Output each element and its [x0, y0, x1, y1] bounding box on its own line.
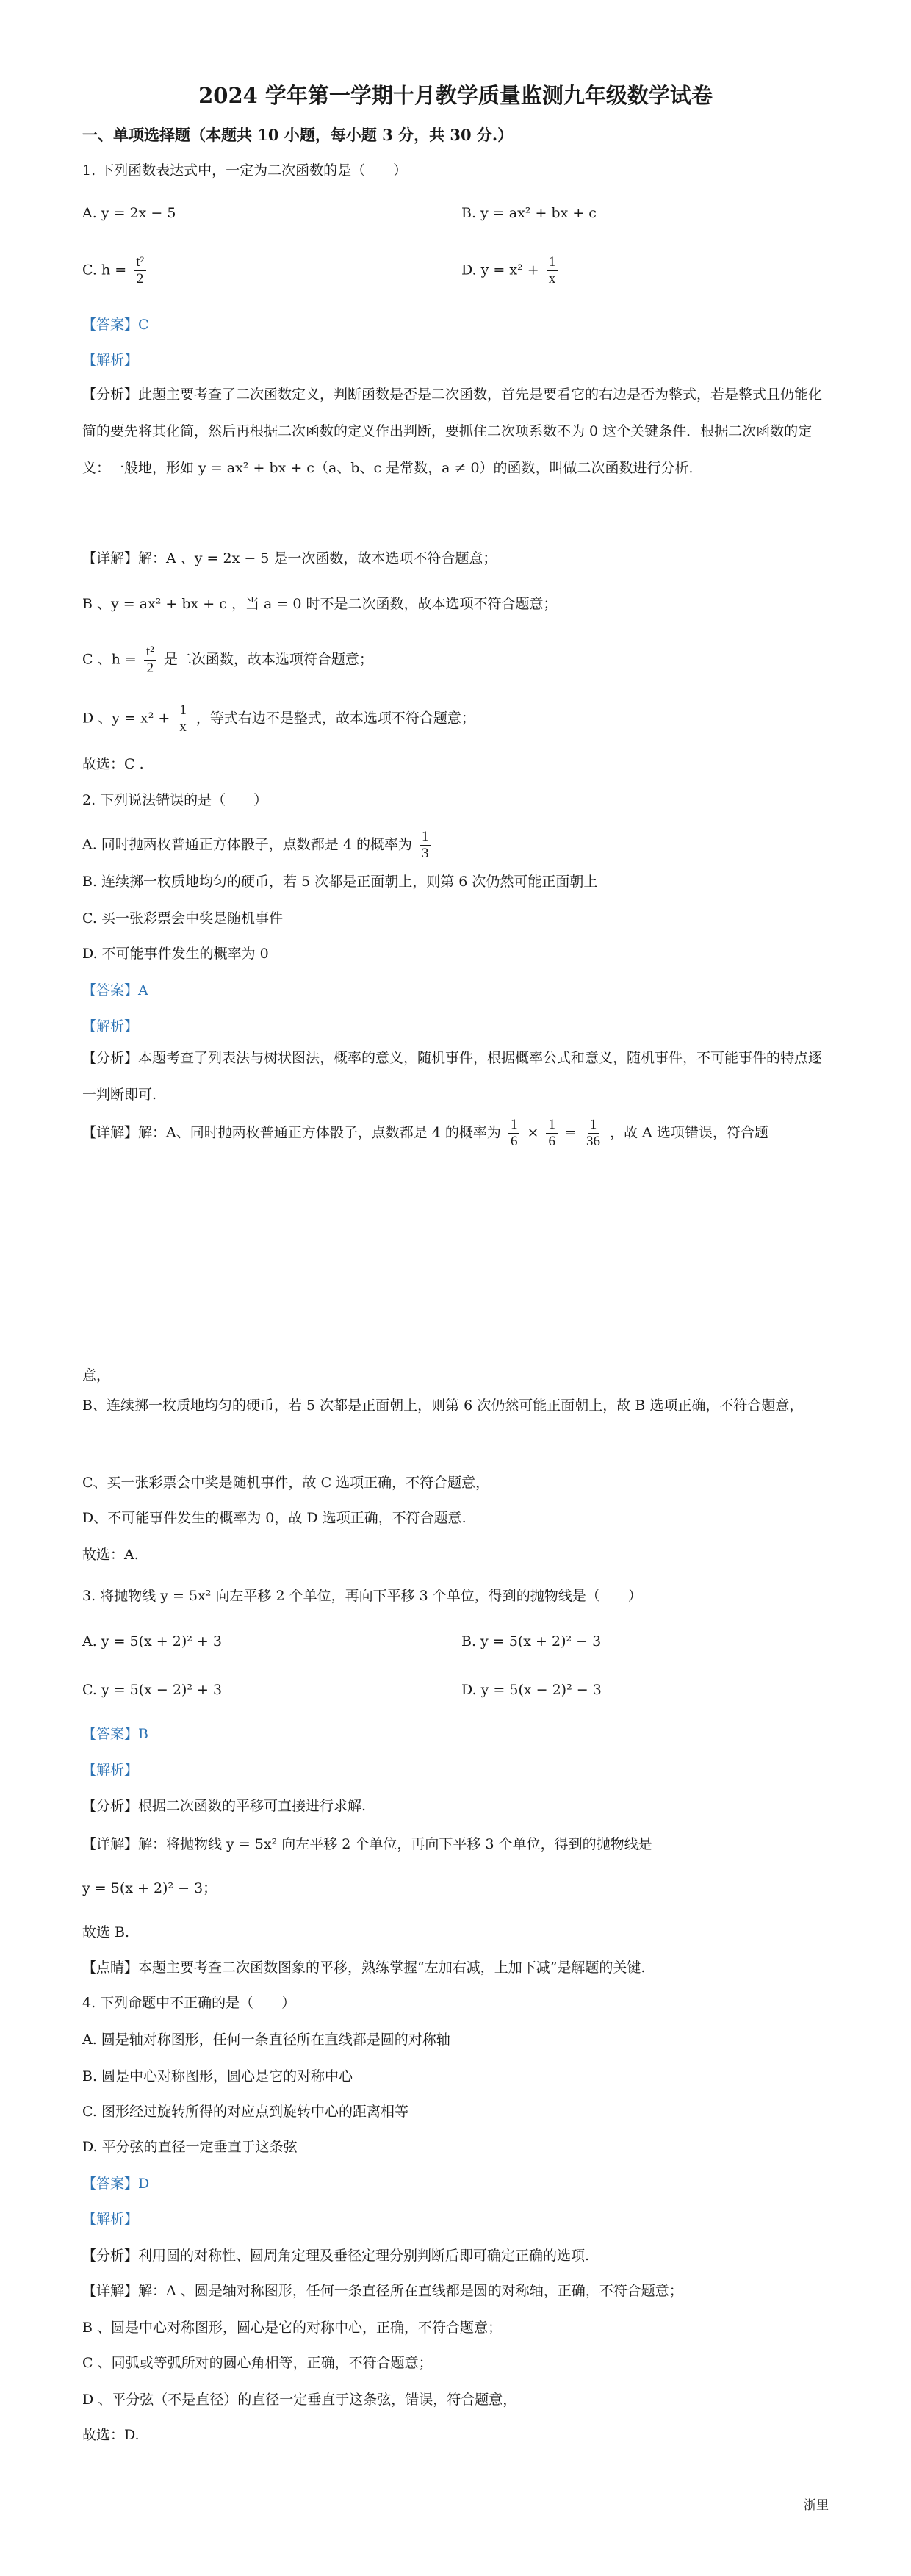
q1-detail-d-post: ，等式右边不是整式，故本选项不符合题意； — [195, 710, 475, 727]
q3-option-a: A. y = 5(x + 2)² + 3 — [82, 1633, 222, 1649]
times-sign: × — [527, 1124, 539, 1141]
q4-option-c: C. 图形经过旋转所得的对应点到旋转中心的距离相等 — [82, 2104, 408, 2120]
fraction — [546, 1117, 558, 1150]
q3-analysis: 【分析】根据二次函数的平移可直接进行求解. — [82, 1798, 367, 1814]
q2-detail-c: C、买一张彩票会中奖是随机事件，故 C 选项正确，不符合题意， — [82, 1475, 490, 1491]
q1-option-c-label: C. h = — [82, 262, 127, 278]
q2-option-d: D. 不可能事件发生的概率为 0 — [82, 946, 269, 962]
q3-stem: 3. 将抛物线 y = 5x² 向左平移 2 个单位，再向下平移 3 个单位，得到的抛物线是（ ） — [82, 1588, 642, 1604]
q2-analysis-tag: 【解析】 — [82, 1018, 139, 1035]
q2-detail-d: D、不可能事件发生的概率为 0，故 D 选项正确，不符合题意. — [82, 1510, 467, 1526]
q3-analysis-tag: 【解析】 — [82, 1762, 139, 1778]
fraction — [177, 702, 189, 735]
section-heading: 一、单项选择题（本题共 10 小题，每小题 3 分，共 30 分.） — [82, 126, 514, 144]
q1-detail-d — [82, 702, 475, 735]
fraction-numerator: 1 — [420, 829, 431, 846]
q1-detail-c — [82, 644, 373, 677]
fraction — [144, 644, 156, 677]
q1-detail-b: B 、y = ax² + bx + c ，当 a = 0 时不是二次函数，故本选项不符合题意； — [82, 596, 558, 612]
page-title: 2024 学年第一学期十月教学质量监测九年级数学试卷 — [198, 83, 713, 108]
q2-answer: 【答案】A — [82, 982, 148, 999]
q4-stem: 4. 下列命题中不正确的是（ ） — [82, 1995, 296, 2011]
q4-detail-c: C 、同弧或等弧所对的圆心角相等，正确，不符合题意； — [82, 2355, 433, 2371]
q3-detail: 【详解】解：将抛物线 y = 5x² 向左平移 2 个单位，再向下平移 3 个单位，得到的抛物线是 — [82, 1836, 652, 1852]
q4-answer: 【答案】D — [82, 2176, 150, 2192]
q4-detail-d: D 、平分弦（不是直径）的直径一定垂直于这条弦，错误，符合题意， — [82, 2392, 517, 2408]
q4-conclusion: 故选：D. — [82, 2427, 140, 2443]
q1-option-d — [461, 254, 561, 287]
q2-analysis: 【分析】本题考查了列表法与树状图法，概率的意义，随机事件，根据概率公式和意义，随机事件，不可能事件的特点逐一判断即可. — [82, 1050, 823, 1103]
q1-answer: 【答案】C — [82, 317, 149, 333]
q3-comment: 【点睛】本题主要考查二次函数图象的平移，熟练掌握“左加右减，上加下减”是解题的关键. — [82, 1960, 646, 1976]
q4-analysis: 【分析】利用圆的对称性、圆周角定理及垂径定理分别判断后即可确定正确的选项. — [82, 2248, 590, 2264]
q2-detail-a-continued: 意， — [82, 1367, 111, 1384]
fraction-denominator: x — [179, 719, 187, 735]
fraction-denominator: 2 — [136, 271, 144, 287]
fraction-numerator: 1 — [508, 1117, 520, 1134]
q4-option-b: B. 圆是中心对称图形，圆心是它的对称中心 — [82, 2068, 353, 2084]
page-footer: 浙里 — [804, 2498, 829, 2513]
q3-conclusion: 故选 B. — [82, 1924, 130, 1940]
q1-option-d-label: D. y = x² + — [461, 262, 539, 278]
fraction-numerator: 1 — [546, 1117, 558, 1134]
fraction — [420, 829, 431, 862]
q2-conclusion: 故选：A. — [82, 1547, 139, 1563]
fraction-denominator: x — [548, 271, 556, 287]
q4-option-d: D. 平分弦的直径一定垂直于这条弦 — [82, 2139, 298, 2155]
q1-analysis: 【分析】此题主要考查了二次函数定义，判断函数是否是二次函数，首先是要看它的右边是否为整式，若是整式且仍能化简的要先将其化简，然后再根据二次函数的定义作出判断，要抓住二次项系数不为 0 这个关键条件．根据二次函数的定义：一般地，形如 y = ax² + bx + c（a、b、c 是常数，a ≠ 0）的函数，叫做二次函数进行分析． — [82, 386, 823, 476]
fraction — [584, 1117, 602, 1150]
q2-option-a — [82, 829, 434, 862]
fraction-numerator: t² — [144, 644, 156, 661]
q1-detail-d-pre: D 、y = x² + — [82, 710, 170, 727]
q1-detail-c-pre: C 、h = — [82, 651, 137, 668]
equals-sign: = — [565, 1124, 577, 1141]
q2-option-b: B. 连续掷一枚质地均匀的硬币，若 5 次都是正面朝上，则第 6 次仍然可能正面朝上 — [82, 874, 598, 890]
q3-option-b: B. y = 5(x + 2)² − 3 — [461, 1633, 602, 1649]
fraction — [547, 254, 558, 287]
q4-option-a: A. 圆是轴对称图形，任何一条直径所在直线都是圆的对称轴 — [82, 2032, 450, 2048]
q1-option-a: A. y = 2x − 5 — [82, 205, 176, 221]
q1-stem: 1. 下列函数表达式中，一定为二次函数的是（ ） — [82, 162, 408, 179]
fraction-numerator: 1 — [177, 702, 189, 719]
q2-detail-a — [82, 1117, 768, 1150]
fraction — [134, 254, 146, 287]
q3-answer: 【答案】B — [82, 1726, 148, 1742]
q1-conclusion: 故选：C . — [82, 756, 144, 772]
fraction-numerator: t² — [134, 254, 146, 271]
q1-analysis-tag: 【解析】 — [82, 352, 139, 368]
q4-detail-b: B 、圆是中心对称图形，圆心是它的对称中心，正确，不符合题意； — [82, 2320, 503, 2336]
q3-detail-formula: y = 5(x + 2)² − 3； — [82, 1880, 217, 1896]
fraction-denominator: 6 — [548, 1134, 555, 1149]
q2-option-a-text: A. 同时抛两枚普通正方体骰子，点数都是 4 的概率为 — [82, 836, 412, 853]
q4-analysis-tag: 【解析】 — [82, 2211, 139, 2227]
q1-detail-c-post: 是二次函数，故本选项符合题意； — [163, 651, 373, 668]
q2-detail-b: B、连续掷一枚质地均匀的硬币，若 5 次都是正面朝上，则第 6 次仍然可能正面朝上，故 B 选项正确，不符合题意， — [82, 1397, 804, 1414]
fraction-denominator: 3 — [422, 846, 429, 861]
q4-detail-a: 【详解】解：A 、圆是轴对称图形，任何一条直径所在直线都是圆的对称轴，正确，不符合题意； — [82, 2283, 683, 2299]
fraction-denominator: 6 — [510, 1134, 518, 1149]
q2-detail-a-pre: 【详解】解：A、同时抛两枚普通正方体骰子，点数都是 4 的概率为 — [82, 1124, 501, 1141]
fraction-denominator: 2 — [146, 661, 154, 676]
q2-option-c: C. 买一张彩票会中奖是随机事件 — [82, 910, 283, 927]
fraction-numerator: 1 — [547, 254, 558, 271]
q1-option-c — [82, 254, 149, 287]
fraction-denominator: 36 — [586, 1134, 600, 1149]
q1-detail-a: 【详解】解：A 、y = 2x − 5 是一次函数，故本选项不符合题意； — [82, 550, 497, 566]
q2-stem: 2. 下列说法错误的是（ ） — [82, 792, 268, 808]
q3-option-d: D. y = 5(x − 2)² − 3 — [461, 1682, 602, 1698]
fraction — [508, 1117, 520, 1150]
fraction-numerator: 1 — [588, 1117, 599, 1134]
q3-option-c: C. y = 5(x − 2)² + 3 — [82, 1682, 223, 1698]
q1-option-b: B. y = ax² + bx + c — [461, 205, 597, 221]
q2-detail-a-post: ，故 A 选项错误，符合题 — [610, 1124, 768, 1141]
